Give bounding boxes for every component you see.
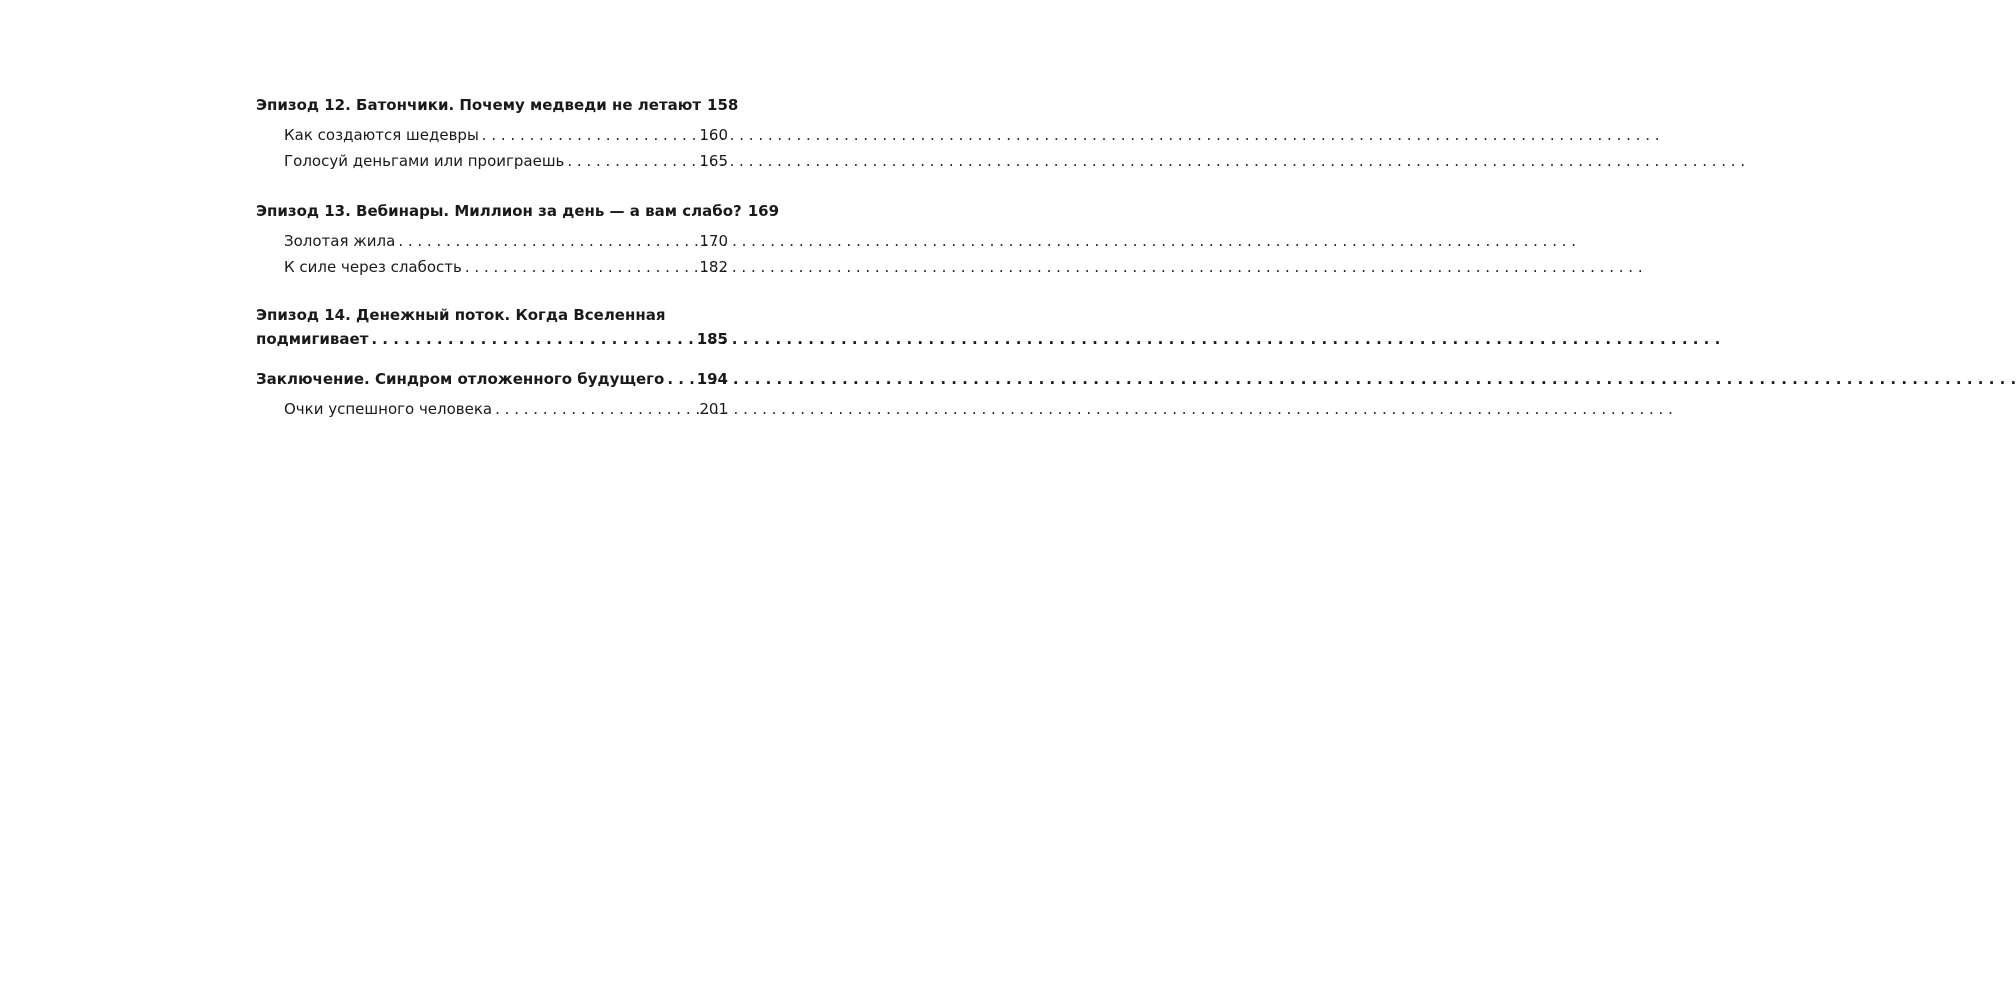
toc-section-entry[interactable] — [256, 254, 728, 280]
page-number: 169 — [747, 202, 780, 220]
section-title: Как создаются шедевры — [284, 126, 479, 144]
dot-leader — [482, 122, 697, 148]
dot-leader — [495, 396, 696, 422]
page-number: 182 — [699, 258, 728, 276]
page-number: 170 — [699, 232, 728, 250]
toc-section-entry[interactable] — [256, 228, 728, 254]
dot-leader — [667, 366, 693, 392]
dot-leader — [371, 326, 693, 352]
chapter-title: Заключение. Синдром отложенного будущего — [256, 370, 665, 388]
chapter-title-line-2: подмигивает — [256, 330, 369, 348]
toc-chapter-entry[interactable] — [256, 366, 728, 392]
page-number: 158 — [707, 96, 739, 114]
dot-leader — [567, 148, 696, 174]
section-title: Очки успешного человека — [284, 400, 493, 418]
toc-section-entry[interactable] — [256, 122, 728, 148]
section-title: К силе через слабость — [284, 258, 462, 276]
toc-section-entry[interactable] — [256, 148, 728, 174]
toc-section-entry[interactable] — [256, 396, 728, 422]
toc-chapter-entry[interactable] — [256, 304, 728, 352]
table-of-contents — [256, 92, 780, 422]
dot-leader — [465, 254, 696, 280]
page-number: 194 — [696, 370, 728, 388]
page-number: 160 — [699, 126, 728, 144]
page-number: 165 — [699, 152, 728, 170]
section-title: Золотая жила — [284, 232, 396, 250]
chapter-title-line-1: Эпизод 14. Денежный поток. Когда Вселенная — [256, 306, 666, 324]
dot-leader — [398, 228, 696, 254]
chapter-title: Эпизод 12. Батончики. Почему медведи не летают — [256, 96, 702, 114]
chapter-title: Эпизод 13. Вебинары. Миллион за день — а вам слабо? — [256, 202, 742, 220]
toc-chapter-entry[interactable] — [256, 92, 739, 118]
chapter-title-line-2-row — [256, 326, 728, 352]
page-number: 185 — [696, 330, 728, 348]
section-title: Голосуй деньгами или проиграешь — [284, 152, 565, 170]
toc-chapter-entry[interactable] — [256, 198, 780, 224]
page-number: 201 — [699, 400, 728, 418]
